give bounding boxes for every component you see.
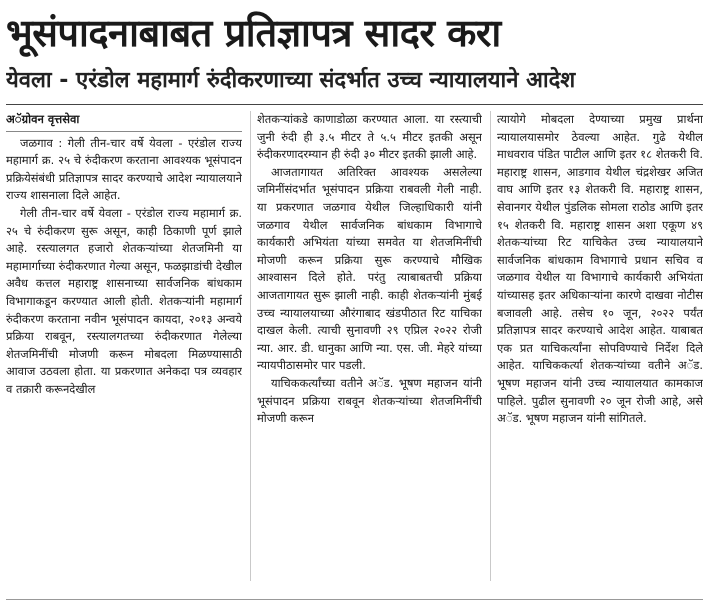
- article-column-2: [250, 111, 482, 581]
- paragraph: जळगाव : गेली तीन-चार वर्षे येवला - एरंडोल राज्य महामार्ग क्र. २५ चे रुंदीकरण करताना आवश्यक भूसंपादन प्रक्रियेसंबंधी प्रतिज्ञापत्र सादर करण्याचे आदेश न्यायालयाने राज्य शासनाला दिले आहेत.: [6, 135, 242, 203]
- subheadline: येवला - एरंडोल महामार्ग रुंदीकरणाच्या संदर्भात उच्च न्यायालयाने आदेश: [6, 68, 576, 93]
- paragraph: गेली तीन-चार वर्षे येवला - एरंडोल राज्य महामार्ग क्र. २५ चे रुंदीकरण सुरू असून, काही ठिकाणी पूर्ण झाले आहे. रस्त्यालगत हजारो शेतकऱ्यांच्या शेतजमिनी या महामार्गाच्या रुंदीकरणात गेल्या असून, फळझाडांची देखील अवैध कत्तल महाराष्ट्र शासनाच्या सार्वजनिक बांधकाम विभागाकडून करण्यात आली होती. शेतकऱ्यांनी महामार्ग रुंदीकरण करताना नवीन भूसंपादन कायदा, २०१३ अन्वये प्रक्रिया राबवून, रस्त्यालगतच्या रुंदीकरणात गेलेल्या शेतजमिनींची मोजणी करून मोबदला मिळण्यासाठी आवाज उठवला होता. या प्रकरणात अनेकदा पत्र व्यवहार व तक्रारी करूनदेखील: [6, 205, 242, 396]
- header-divider: [6, 104, 703, 105]
- paragraph: आजतागायत अतिरिक्त आवश्यक असलेल्या जमिनींसंदर्भात भूसंपादन प्रक्रिया राबवली गेली नाही. या प्रकरणात जळगाव येथील जिल्हाधिकारी यांनी जळगाव येथील सार्वजनिक बांधकाम विभागाचे कार्यकारी अभियंता यांच्या समवेत या शेतजमिनींची मोजणी करून प्रक्रिया सुरू करण्याचे मौखिक आश्वासन दिले होते. परंतु त्याबाबतची प्रक्रिया आजतागायत सुरू झाली नाही. काही शेतकऱ्यांनी मुंबई उच्च न्यायालयाच्या औरंगाबाद खंडपीठात रिट याचिका दाखल केली. त्याची सुनावणी २९ एप्रिल २०२२ रोजी न्या. आर. डी. धानुका आणि न्या. एस. जी. मेहरे यांच्या न्यायपीठासमोर पार पडली.: [257, 164, 482, 373]
- article-column-3: [490, 111, 703, 581]
- paragraph: त्यायोगे मोबदला देण्याच्या प्रमुख प्रार्थना न्यायालयासमोर ठेवल्या आहेत. गुढे येथील माधवराव पंडित पाटील आणि इतर १८ शेतकरी वि. महाराष्ट्र शासन, आडगाव येथील चंद्रशेखर अजित वाघ आणि इतर १३ शेतकरी वि. महाराष्ट्र शासन, सेवानगर येथील पुंडलिक सोमला राठोड आणि इतर १५ शेतकरी वि. महाराष्ट्र शासन अशा एकूण ४९ शेतकऱ्यांच्या रिट याचिकेत उच्च न्यायालयाने सार्वजनिक बांधकाम विभागाचे प्रधान सचिव व जळगाव येथील या विभागाचे कार्यकारी अभियंता यांच्यासह इतर अधिकाऱ्यांना कारणे दाखवा नोटीस बजावली आहे. तसेच १० जून, २०२२ पर्यंत प्रतिज्ञापत्र सादर करण्याचे आदेश आहेत. याबाबत एक प्रत याचिकर्त्यांना सोपविण्याचे निर्देश दिले आहेत. याचिककर्त्या शेतकऱ्यांच्या वतीने अॅड. भूषण महाजन यांनी उच्च न्यायालयात कामकाज पाहिले. पुढील सुनावणी २० जून रोजी आहे, असे अॅड. भूषण महाजन यांनी सांगितले.: [497, 112, 703, 426]
- article-column-1: [6, 111, 242, 581]
- byline-divider: [6, 131, 242, 132]
- article-body: [6, 111, 703, 581]
- paragraph: शेतकऱ्यांकडे काणाडोळा करण्यात आला. या रस्त्याची जुनी रुंदी ही ३.५ मीटर ते ५.५ मीटर इतकी असून रुंदीकरणादरम्यान ही रुंदी ३० मीटर इतकी झाली आहे.: [257, 112, 482, 162]
- headline: भूसंपादनाबाबत प्रतिज्ञापत्र सादर करा: [6, 11, 501, 55]
- paragraph: याचिककर्त्यांच्या वतीने अॅड. भूषण महाजन यांनी भूसंपादन प्रक्रिया राबवून शेतकऱ्यांच्या शेतजमिनींची मोजणी करून: [257, 375, 482, 426]
- byline: अॅग्रोवन वृत्तसेवा: [6, 112, 80, 126]
- bottom-divider: [6, 599, 703, 600]
